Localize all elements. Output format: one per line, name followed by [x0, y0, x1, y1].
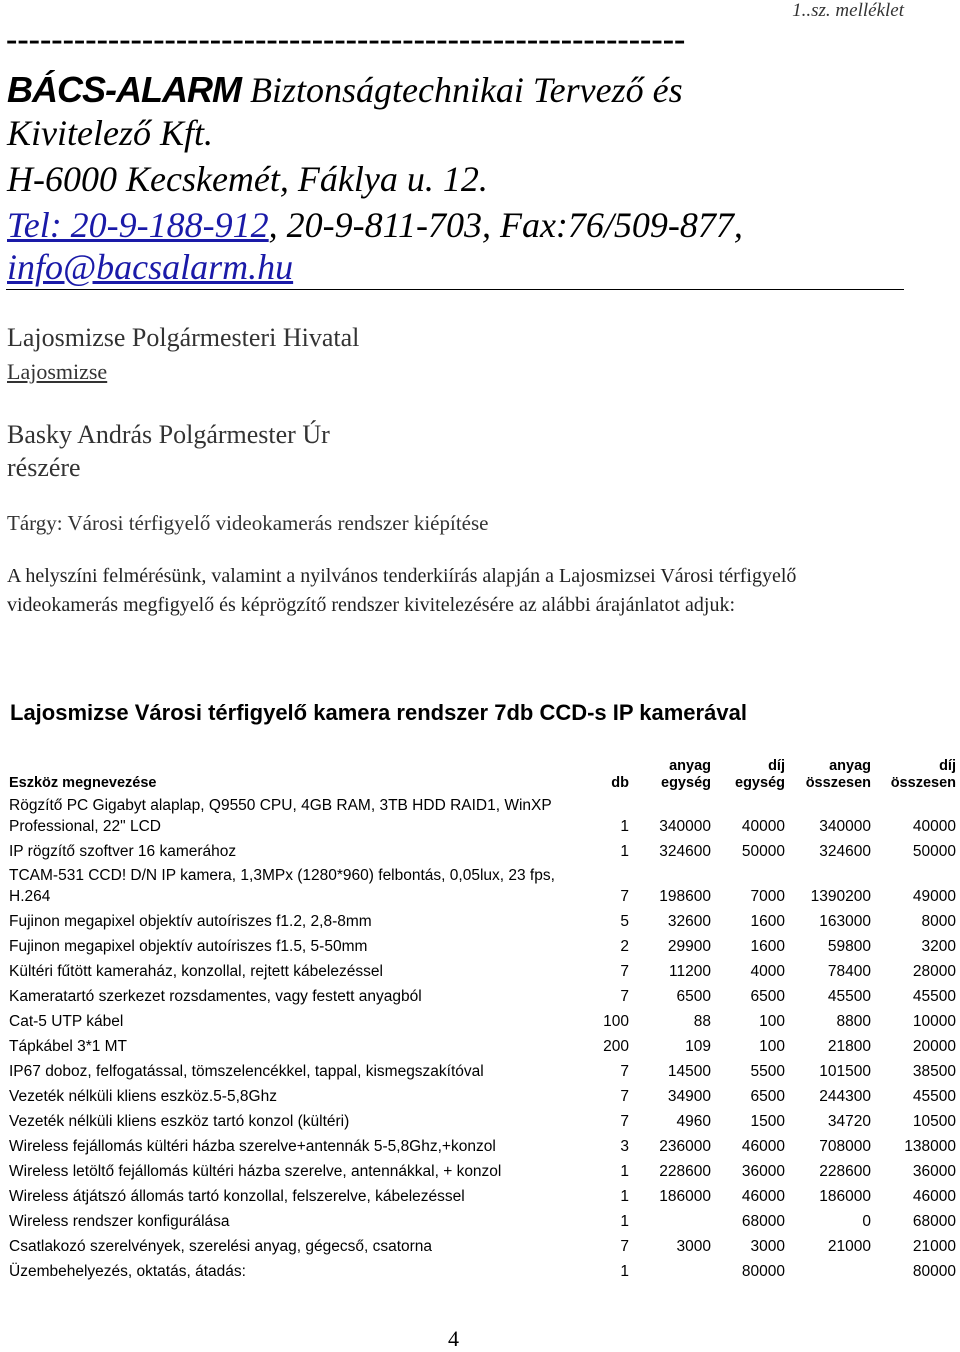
cell-fee-total: 36000	[912, 1163, 956, 1180]
cell-fee-total: 38500	[912, 1063, 956, 1080]
cell-fee-total: 21000	[912, 1238, 956, 1255]
recipient-organization: Lajosmizse Polgármesteri Hivatal	[7, 323, 360, 352]
cell-material-total: 244300	[819, 1088, 871, 1105]
cell-material-total: 340000	[819, 818, 871, 835]
cell-fee-total: 80000	[912, 1263, 956, 1280]
cell-material-unit	[635, 1207, 715, 1232]
cell-fee-unit: 1600	[750, 913, 785, 930]
cell-material-total: 59800	[827, 938, 871, 955]
column-header-material-total: anyag összesen	[805, 758, 871, 791]
cell-fee-total: 8000	[921, 913, 956, 930]
cell-fee-total: 49000	[912, 888, 956, 905]
table-row	[5, 1232, 960, 1257]
cell-fee-unit: 6500	[750, 1088, 785, 1105]
cell-db: 2	[620, 938, 629, 955]
cell-db: 3	[620, 1138, 629, 1155]
cell-material-unit: 228600	[659, 1163, 711, 1180]
cell-material-unit: 186000	[659, 1188, 711, 1205]
cell-material-unit: 198600	[659, 888, 711, 905]
cell-material-unit: 34900	[667, 1088, 711, 1105]
table-title: Lajosmizse Városi térfigyelő kamera rendszer 7db CCD-s IP kamerával	[10, 700, 747, 725]
email-link[interactable]: info@bacsalarm.hu	[7, 247, 294, 287]
cell-db: 1	[620, 843, 629, 860]
company-brand: BÁCS-ALARM	[7, 69, 241, 110]
cell-fee-unit: 50000	[741, 843, 785, 860]
cell-db: 7	[620, 1063, 629, 1080]
cell-material-unit: 14500	[667, 1063, 711, 1080]
cell-fee-unit: 100	[759, 1038, 785, 1055]
cell-name: Üzembehelyezés, oktatás, átadás:	[9, 1263, 246, 1280]
cell-fee-total: 50000	[912, 843, 956, 860]
cell-material-total: 45500	[827, 988, 871, 1005]
cell-material-unit	[635, 1257, 715, 1282]
cell-fee-unit: 40000	[741, 818, 785, 835]
cell-material-unit: 109	[685, 1038, 711, 1055]
header-divider	[6, 289, 904, 290]
company-suffix: Kivitelező Kft.	[7, 113, 213, 153]
cell-material-unit: 236000	[659, 1138, 711, 1155]
cell-fee-total: 45500	[912, 1088, 956, 1105]
cell-name: Vezeték nélküli kliens eszköz.5-5,8Ghz	[9, 1088, 277, 1105]
cell-name: Cat-5 UTP kábel	[9, 1013, 124, 1030]
recipient-for: részére	[7, 453, 81, 482]
table-row	[5, 1007, 960, 1032]
cell-name: Kameratartó szerkezet rozsdamentes, vagy festett anyagból	[9, 988, 422, 1005]
cell-db: 1	[620, 1163, 629, 1180]
cell-db: 7	[620, 963, 629, 980]
cell-material-total: 228600	[819, 1163, 871, 1180]
table-row	[5, 1182, 960, 1207]
cell-fee-total: 10500	[912, 1113, 956, 1130]
quote-table	[5, 756, 960, 1282]
cell-db: 7	[620, 888, 629, 905]
cell-fee-total: 45500	[912, 988, 956, 1005]
cell-db: 7	[620, 1113, 629, 1130]
recipient-person: Basky András Polgármester Úr	[7, 420, 330, 449]
cell-name: Fujinon megapixel objektív autoíriszes f1.5, 5-50mm	[9, 938, 368, 955]
cell-name: Csatlakozó szerelvények, szerelési anyag, gégecső, csatorna	[9, 1238, 433, 1255]
cell-material-unit: 340000	[659, 818, 711, 835]
table-row	[5, 1082, 960, 1107]
cell-name: TCAM-531 CCD! D/N IP kamera, 1,3MPx (1280*960) felbontás, 0,05lux, 23 fps, H.264	[9, 867, 555, 905]
table-body	[5, 792, 960, 1282]
table-row	[5, 982, 960, 1007]
cell-name: Kültéri fűtött kameraház, konzollal, rejtett kábelezéssel	[9, 963, 383, 980]
cell-fee-unit: 5500	[750, 1063, 785, 1080]
cell-fee-unit: 100	[759, 1013, 785, 1030]
cell-fee-total: 28000	[912, 963, 956, 980]
table-row	[5, 792, 960, 837]
table-row	[5, 1032, 960, 1057]
cell-material-total: 0	[862, 1213, 871, 1230]
appendix-label: 1..sz. melléklet	[792, 0, 904, 21]
table-row	[5, 957, 960, 982]
cell-db: 1	[620, 1263, 629, 1280]
cell-fee-unit: 1600	[750, 938, 785, 955]
cell-db: 1	[620, 1188, 629, 1205]
cell-material-total: 8800	[836, 1013, 871, 1030]
cell-name: IP rögzítő szoftver 16 kamerához	[9, 843, 237, 860]
cell-material-unit: 29900	[667, 938, 711, 955]
cell-db: 5	[620, 913, 629, 930]
cell-material-unit: 3000	[676, 1238, 711, 1255]
cell-fee-unit: 36000	[741, 1163, 785, 1180]
table-row	[5, 1257, 960, 1282]
company-name-rest: Biztonságtechnikai Tervező és	[240, 70, 683, 110]
cell-name: Wireless letöltő fejállomás kültéri házba szerelve, antennákkal, + konzol	[9, 1163, 502, 1180]
cell-material-unit: 11200	[669, 963, 711, 980]
table-row	[5, 1057, 960, 1082]
cell-fee-unit: 4000	[750, 963, 785, 980]
phone-link[interactable]: Tel: 20-9-188-912	[7, 205, 269, 245]
table-row	[5, 1207, 960, 1232]
cell-fee-unit: 80000	[741, 1263, 785, 1280]
cell-fee-unit: 68000	[741, 1213, 785, 1230]
cell-material-total: 21000	[827, 1238, 871, 1255]
table-row	[5, 1157, 960, 1182]
cell-material-unit: 6500	[676, 988, 711, 1005]
column-header-material-unit: anyag egység	[661, 758, 711, 791]
cell-material-total: 163000	[819, 913, 871, 930]
cell-db: 1	[620, 1213, 629, 1230]
cell-fee-unit: 7000	[750, 888, 785, 905]
column-header-name: Eszköz megnevezése	[9, 775, 157, 791]
cell-fee-total: 68000	[912, 1213, 956, 1230]
cell-fee-total: 138000	[904, 1138, 956, 1155]
company-contact	[7, 204, 743, 247]
subject-line: Tárgy: Városi térfigyelő videokamerás rendszer kiépítése	[7, 511, 489, 535]
cell-fee-unit: 3000	[750, 1238, 785, 1255]
column-header-fee-total: díj összesen	[890, 758, 956, 791]
intro-paragraph: A helyszíni felmérésünk, valamint a nyilvános tenderkiírás alapján a Lajosmizsei Városi térfigyelő videokamerás megfigyelő és képrögzítő rendszer kivitelezésére az alábbi árajánlatot adjuk:	[7, 565, 797, 616]
cell-fee-unit: 46000	[741, 1138, 785, 1155]
table-row	[5, 862, 960, 907]
cell-material-total: 1390200	[810, 888, 871, 905]
cell-fee-total: 20000	[912, 1038, 956, 1055]
cell-name: Rögzítő PC Gigabyt alaplap, Q9550 CPU, 4GB RAM, 3TB HDD RAID1, WinXP Professional, 22" LCD	[9, 797, 552, 835]
cell-material-total: 101500	[819, 1063, 871, 1080]
cell-fee-unit: 46000	[741, 1188, 785, 1205]
cell-material-total: 34720	[827, 1113, 871, 1130]
cell-db: 1	[620, 818, 629, 835]
cell-material-unit: 88	[693, 1013, 711, 1030]
recipient-city: Lajosmizse	[7, 359, 108, 384]
cell-db: 200	[603, 1038, 629, 1055]
cell-material-unit: 4960	[676, 1113, 711, 1130]
company-name	[7, 68, 683, 112]
company-address: H-6000 Kecskemét, Fáklya u. 12.	[7, 159, 488, 199]
table-row	[5, 1107, 960, 1132]
cell-material-total: 324600	[819, 843, 871, 860]
cell-fee-total: 10000	[912, 1013, 956, 1030]
cell-name: Vezeték nélküli kliens eszköz tartó konzol (kültéri)	[9, 1113, 350, 1130]
cell-material-total: 78400	[827, 963, 871, 980]
cell-db: 100	[603, 1013, 629, 1030]
email-line	[7, 246, 293, 289]
cell-material-total: 708000	[819, 1138, 871, 1155]
table-row	[5, 907, 960, 932]
cell-db: 7	[620, 988, 629, 1005]
cell-db: 7	[620, 1088, 629, 1105]
column-header-db: db	[611, 775, 629, 791]
cell-material-unit: 32600	[667, 913, 711, 930]
cell-material-total	[789, 1257, 875, 1282]
cell-fee-unit: 6500	[750, 988, 785, 1005]
cell-name: Wireless fejállomás kültéri házba szerelve+antennák 5-5,8Ghz,+konzol	[9, 1138, 496, 1155]
cell-fee-unit: 1500	[750, 1113, 785, 1130]
cell-name: Tápkábel 3*1 MT	[9, 1038, 128, 1055]
table-row	[5, 1132, 960, 1157]
cell-fee-total: 3200	[921, 938, 956, 955]
cell-db: 7	[620, 1238, 629, 1255]
table-header-row	[5, 756, 960, 792]
cell-name: IP67 doboz, felfogatással, tömszelencékkel, tappal, kismegszakítóval	[9, 1063, 484, 1080]
separator-line: ------------------------------------------------------------	[6, 21, 686, 58]
column-header-fee-unit: díj egység	[735, 758, 785, 791]
table-row	[5, 837, 960, 862]
cell-material-unit: 324600	[659, 843, 711, 860]
cell-fee-total: 46000	[912, 1188, 956, 1205]
cell-name: Wireless átjátszó állomás tartó konzollal, felszerelve, kábelezéssel	[9, 1188, 465, 1205]
cell-name: Wireless rendszer konfigurálása	[9, 1213, 230, 1230]
page-number: 4	[448, 1326, 459, 1351]
cell-material-total: 21800	[827, 1038, 871, 1055]
cell-material-total: 186000	[819, 1188, 871, 1205]
cell-fee-total: 40000	[912, 818, 956, 835]
table-row	[5, 932, 960, 957]
contact-rest: , 20-9-811-703, Fax:76/509-877,	[268, 205, 743, 245]
cell-name: Fujinon megapixel objektív autoíriszes f1.2, 2,8-8mm	[9, 913, 372, 930]
